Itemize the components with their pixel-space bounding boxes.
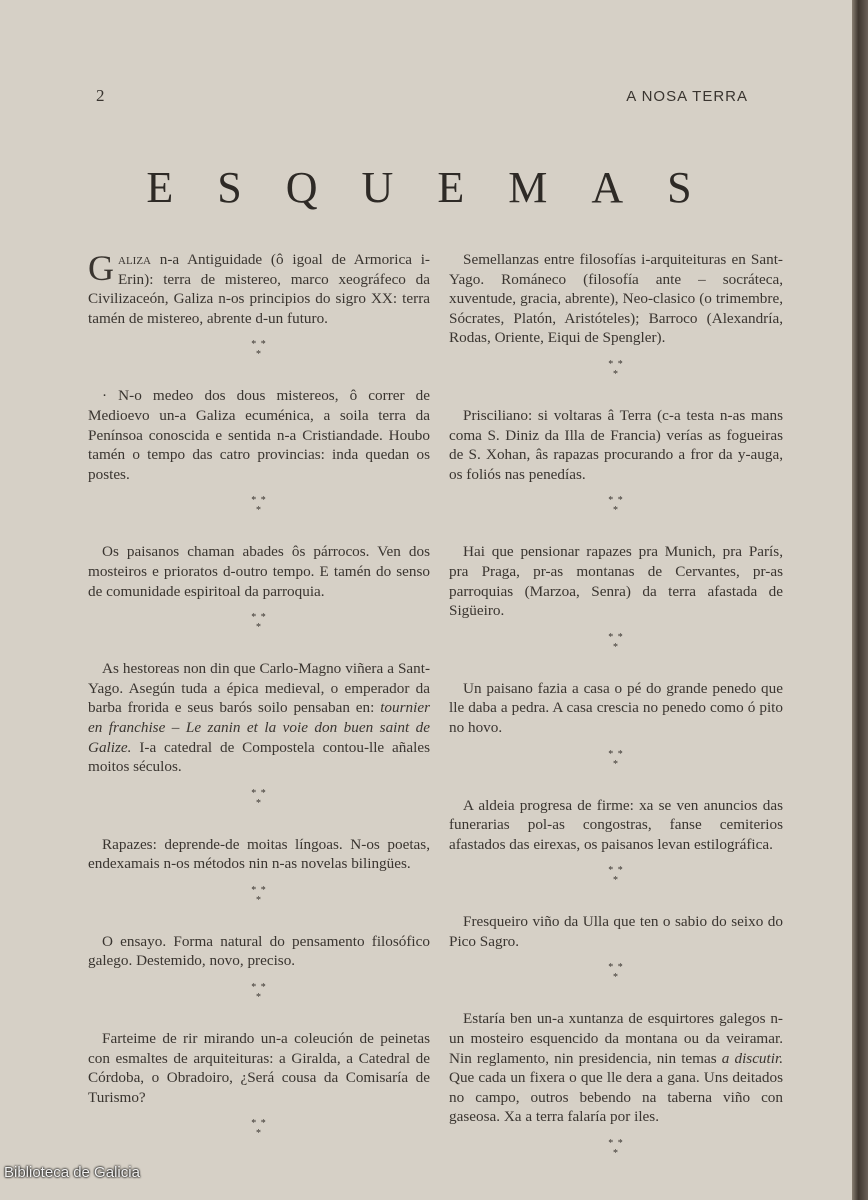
paragraph <box>449 912 783 951</box>
paragraph-text: n-a Antiguidade (ô igoal de Armorica i-Erin): terra de mistereo, marco xeográfeco da Civilizaceón, Galiza n-os principios do sigro XX: terra tamén de mistereo, abrente d-un futuro. <box>88 251 430 327</box>
asterism-separator: * * * <box>251 982 267 1004</box>
paragraph-text: Os paisanos chaman abades ôs párrocos. Ven dos mosteiros e prioratos d-outro tempo. E tamén do senso de comunidade espiritoal da parroquia. <box>88 543 430 600</box>
paragraph-text: O ensayo. Forma natural do pensamento filosófico galego. Destemido, novo, preciso. <box>88 932 430 970</box>
paragraph-text: Rapazes: deprende-de moitas língoas. N-os poetas, endexamais n-os métodos nin n-as novelas bilingües. <box>88 835 430 873</box>
right-column <box>449 250 783 1185</box>
smallcaps-word: aliza <box>118 251 151 268</box>
left-column <box>88 250 430 1165</box>
paragraph-text: Prisciliano: si voltaras â Terra (c-a testa n-as mans coma S. Diniz da Illa de Francia) verías as fogueiras de S. Xohan, âs rapazas procurando a fror da y-auga, os foliós nas penedías. <box>449 406 783 483</box>
asterism-separator: * * * <box>251 1118 267 1140</box>
paragraph-text: Semellanzas entre filosofías i-arquiteituras en Sant-Yago. Románeco (filosofía ante – socráteca, xuventude, gracia, abrente), Neo-clasico (o trimembre, Sócrates, Platón, Aristóteles); Barroco (Alexandría, Rodas, Oriente, Eiqui de Spengler). <box>449 251 783 347</box>
paragraph <box>88 835 430 874</box>
asterism-separator: * * * <box>251 339 267 361</box>
asterism-separator: * * * <box>251 495 267 517</box>
page-edge <box>852 0 868 1200</box>
library-watermark: Biblioteca de Galicia <box>4 1164 140 1181</box>
paragraph <box>449 796 783 855</box>
paragraph-text: Fresqueiro viño da Ulla que ten o sabio do seixo do Pico Sagro. <box>449 913 783 950</box>
paragraph-text: Estaría ben un-a xuntanza de esquirtores galegos n-un mosteiro esquencido da montana ou da veiramar. Nin reglamento, nin presidencia, nin temas <box>449 1010 783 1067</box>
paragraph-text: Un paisano fazia a casa o pé do grande penedo que lle daba a pedra. A casa crescia no penedo como ó pito no hovo. <box>449 679 783 736</box>
asterism-separator: * * * <box>251 787 267 809</box>
paragraph <box>88 932 430 971</box>
paragraph-text: Hai que pensionar rapazes pra Munich, pra París, pra Praga, pr-as montanas de Cervantes, pr-as parroquias (Marzoa, Senra) da terra afastada de Sigüeiro. <box>449 543 783 620</box>
page-number: 2 <box>96 86 105 105</box>
italic-phrase: a discutir. <box>721 1049 783 1067</box>
drop-cap: G <box>88 248 114 288</box>
paragraph <box>449 1009 783 1127</box>
paragraph-text: A aldeia progresa de firme: xa se ven anuncios das funerarias pol-as congostras, fanse cemiterios afastados das eirexas, os paisanos levan estilográfica. <box>449 796 783 853</box>
paragraph-text: Farteime de rir mirando un-a coleución de peinetas con esmaltes de arquiteituras: a Giralda, a Catedral de Córdoba, o Obradoiro, ¿Será cousa da Comisaría de Turismo? <box>88 1030 430 1106</box>
paragraph-text: As hestoreas non din que Carlo-Magno viñera a Sant-Yago. Asegún tuda a épica medieval, o emperador da barba frorida e seus barós soilo pensaban en: <box>88 660 430 717</box>
asterism-separator: * * * <box>251 884 267 906</box>
paragraph-text-tail: Que cada un fixera o que lle dera a gana. Uns deitados no campo, outros bebendo na taberna viño con gaseosa. Xa a terra falaría por iles. <box>449 1069 783 1126</box>
paragraph <box>449 542 783 620</box>
asterism-separator: * * * <box>608 631 624 653</box>
asterism-separator: * * * <box>608 495 624 517</box>
paragraph <box>88 1029 430 1107</box>
paragraph <box>88 659 430 777</box>
paragraph <box>88 386 430 484</box>
paragraph-text-tail: I-a catedral de Compostela contou-lle añales moitos séculos. <box>88 738 430 776</box>
asterism-separator: * * * <box>608 1138 624 1160</box>
asterism-separator: * * * <box>608 748 624 770</box>
article-title: ESQUEMAS <box>146 163 736 212</box>
paragraph <box>88 250 430 328</box>
paragraph-text: · N-o medeo dos dous mistereos, ô correr de Medioevo un-a Galiza ecuménica, a soila terra da Penínsoa conoscida e sentida n-a Cristiandade. Houbo tamén o tempo das catro provincias: inda quedan os postes. <box>88 387 430 483</box>
paragraph <box>88 542 430 601</box>
asterism-separator: * * * <box>608 962 624 984</box>
paragraph <box>449 250 783 348</box>
paragraph <box>449 406 783 484</box>
asterism-separator: * * * <box>608 358 624 380</box>
asterism-separator: * * * <box>608 865 624 887</box>
paragraph <box>449 679 783 738</box>
asterism-separator: * * * <box>251 612 267 634</box>
running-title: A NOSA TERRA <box>626 88 748 105</box>
italic-phrase: tournier en franchise – Le zanin et la voie don buen saint de Galize. <box>88 699 430 756</box>
